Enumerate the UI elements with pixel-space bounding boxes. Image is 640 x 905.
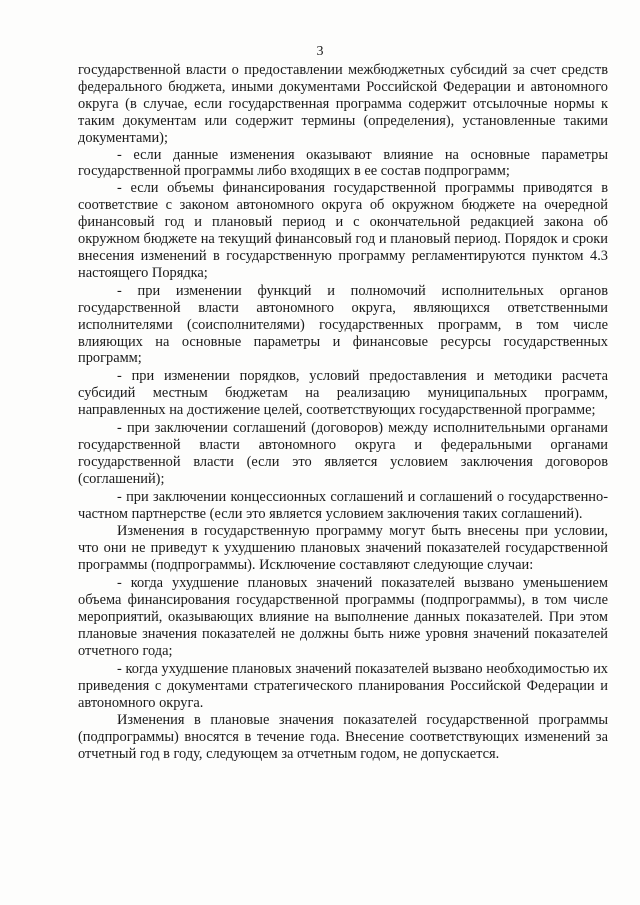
list-item-funding-decrease: - когда ухудшение плановых значений показателей вызвано уменьшением объема финансирования государственной программы (подпрограммы), в том числе мероприятий, оказывающих влияние на выполнение данных показателей. При этом плановые значения показателей не должны быть ниже уровня значений показателей отчетного года; [78, 575, 608, 659]
list-item-subsidy-procedures: - при изменении порядков, условий предоставления и методики расчета субсидий местным бюджетам на реализацию муниципальных программ, направленных на достижение целей, соответствующих государственной программе; [78, 368, 608, 419]
list-item-financing-volumes: - если объемы финансирования государственной программы приводятся в соответствие с законом автономного округа об окружном бюджете на очередной финансовый год и плановый период и с окончательной редакцией закона об окружном бюджете на текущий финансовый год и плановый период. Порядок и сроки внесения изменений в государственную программу регламентируются пунктом 4.3 настоящего Порядка; [78, 180, 608, 281]
list-item-functions-change: - при изменении функций и полномочий исполнительных органов государственной власти автономного округа, являющихся ответственными исполнителями (соисполнителями) государственных программ, в том числе влияющих на основные параметры и финансовые ресурсы государственных программ; [78, 282, 608, 367]
document-body [78, 62, 608, 763]
list-item-strategic-alignment: - когда ухудшение плановых значений показателей вызвано необходимостью их приведения с документами стратегического планирования Российской Федерации и автономного округа. [78, 660, 608, 711]
list-item-main-parameters: - если данные изменения оказывают влияние на основные параметры государственной программы либо входящих в ее состав подпрограмм; [78, 146, 608, 180]
paragraph-change-conditions: Изменения в государственную программу могут быть внесены при условии, что они не приведут к ухудшению плановых значений показателей государственной программы (подпрограммы). Исключение составляют следующие случаи: [78, 523, 608, 574]
list-item-concession-agreements: - при заключении концессионных соглашений и соглашений о государственно-частном партнерстве (если это является условием заключения таких соглашений). [78, 488, 608, 522]
paragraph-continuation: государственной власти о предоставлении межбюджетных субсидий за счет средств федерального бюджета, иными документами Российской Федерации и автономного округа (в случае, если государственная программа содержит отсылочные нормы к таким документам или содержит термины (определения), установленные такими документами); [78, 62, 608, 146]
paragraph-planned-values-changes: Изменения в плановые значения показателей государственной программы (подпрограммы) вносятся в течение года. Внесение соответствующих изменений за отчетный год в году, следующем за отчетным годом, не допускается. [78, 712, 608, 763]
page-number: 3 [316, 44, 324, 59]
list-item-agreements: - при заключении соглашений (договоров) между исполнительными органами государственной власти автономного округа и федеральными органами государственной власти (если это является условием заключения договоров (соглашений); [78, 420, 608, 487]
